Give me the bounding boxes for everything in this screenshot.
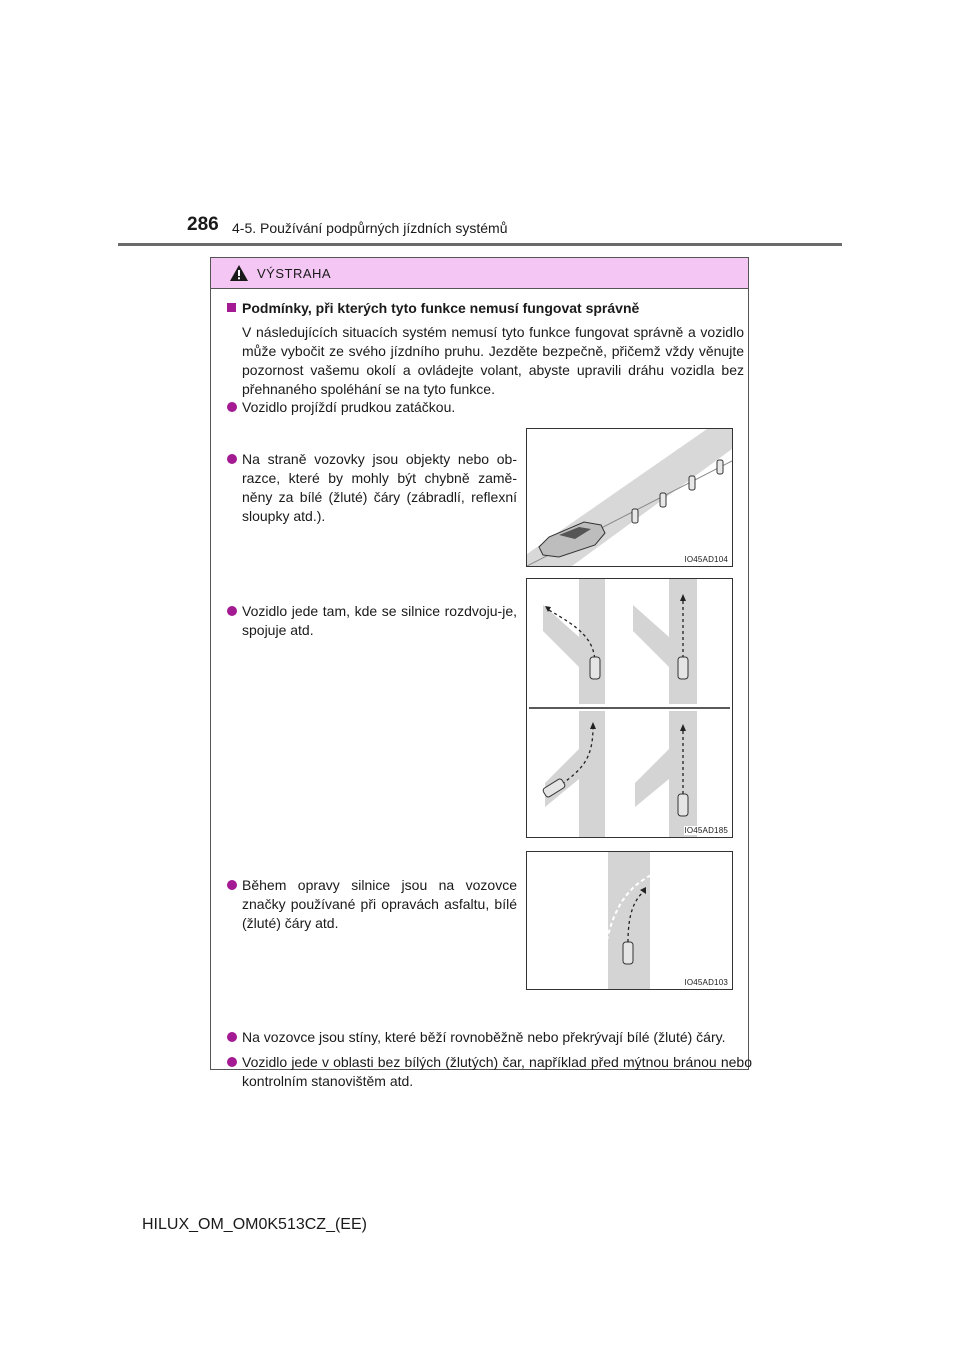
bullet-text: Vozidlo jede v oblasti bez bílých (žlutých) čar, například před mýtnou bránou nebo kontrolním stanovištěm atd.	[242, 1054, 752, 1089]
figure-code: IO45AD185	[684, 826, 728, 835]
section-title: 4-5. Používání podpůrných jízdních systémů	[232, 220, 508, 236]
car-icon	[539, 522, 605, 557]
figure-road-split	[526, 578, 733, 838]
figure-code: IO45AD104	[684, 555, 728, 564]
bullet-text: Vozidlo jede tam, kde se silnice rozdvoju-je, spojuje atd.	[242, 603, 517, 638]
bullet-text: Vozidlo projíždí prudkou zatáčkou.	[242, 399, 456, 415]
road-split-illustration	[527, 579, 732, 837]
figure-code: IO45AD103	[684, 978, 728, 987]
road-repair-illustration	[527, 852, 732, 989]
bullet-dot-icon	[227, 1057, 237, 1067]
figure-road-repair	[526, 851, 733, 990]
intro-paragraph: V následujících situacích systém nemusí tyto funkce fungovat správně a vozidlo může vybočit ze svého jízdního pruhu. Jezděte bezpečně, přičemž vždy věnujte pozornost vašemu okolí a ovládejte volant, abyste upravili dráhu vozidla bez přehnaného spoléhání se na tyto funkce.	[242, 324, 744, 397]
warning-subheading	[227, 300, 639, 316]
warning-triangle-icon	[229, 264, 249, 282]
bullet-text: Během opravy silnice jsou na vozovce značky používané při opravách asfaltu, bílé (žluté) čáry atd.	[242, 877, 517, 931]
roadside-illustration	[527, 429, 732, 566]
figure-roadside-objects	[526, 428, 733, 567]
warning-box	[210, 257, 752, 1089]
square-bullet-icon	[227, 303, 236, 312]
bullet-dot-icon	[227, 454, 237, 464]
warning-title: VÝSTRAHA	[257, 265, 332, 281]
bullet-text: Na vozovce jsou stíny, které běží rovnoběžně nebo překrývají bílé (žluté) čáry.	[242, 1029, 726, 1045]
bullet-text: Na straně vozovky jsou objekty nebo ob-razce, které by mohly být chybně zamě-něny za bílé (žluté) čáry (zábradlí, reflexní sloupky atd.).	[242, 451, 517, 524]
subheading-text: Podmínky, při kterých tyto funkce nemusí fungovat správně	[242, 300, 640, 316]
header-rule	[118, 243, 842, 246]
bullet-dot-icon	[227, 606, 237, 616]
bullet-dot-icon	[227, 1032, 237, 1042]
page-number: 286	[187, 214, 219, 235]
bullet-dot-icon	[227, 402, 237, 412]
document-code: HILUX_OM_OM0K513CZ_(EE)	[142, 1216, 367, 1233]
warning-header	[211, 258, 748, 289]
bullet-dot-icon	[227, 880, 237, 890]
